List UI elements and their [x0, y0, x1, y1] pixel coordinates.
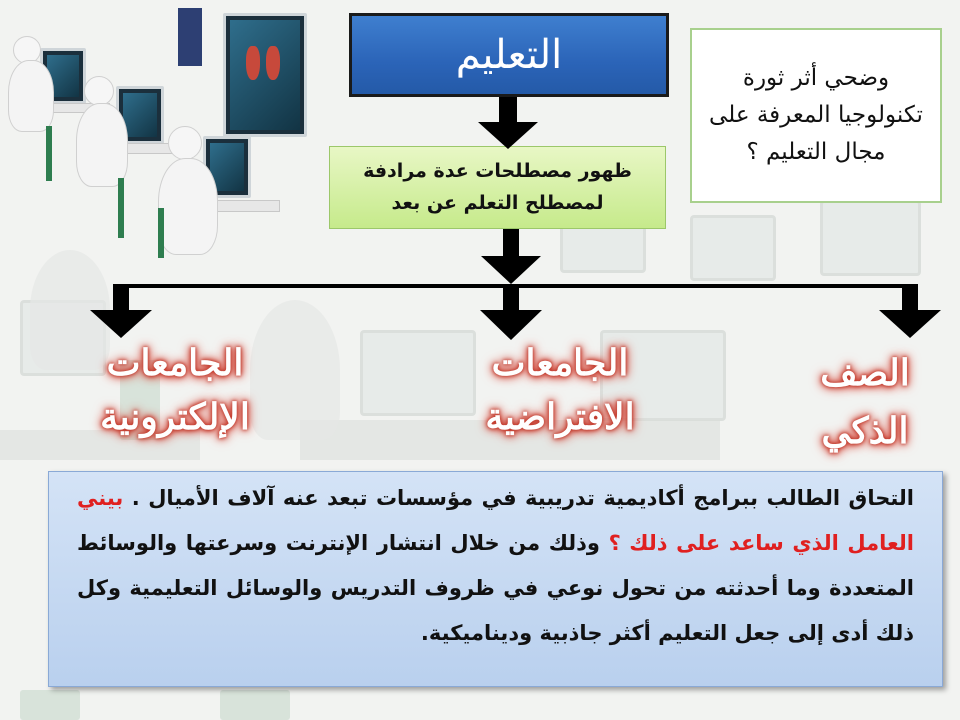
- down-arrow-icon: [478, 97, 538, 149]
- category-line: الجامعات: [491, 342, 629, 384]
- synonyms-text: ظهور مصطلحات عدة مرادفة لمصطلح التعلم عن بعد: [363, 160, 632, 214]
- category-electronic-universities: [60, 336, 290, 444]
- category-line: الذكي: [821, 409, 909, 452]
- category-virtual-universities: [440, 336, 680, 444]
- category-line: الافتراضية: [485, 396, 635, 438]
- explanation-paragraph: [77, 476, 914, 656]
- down-arrow-icon: [480, 284, 542, 340]
- question-text: وضحي أثر ثورة تكنولوجيا المعرفة على مجال التعليم ؟: [709, 65, 923, 165]
- down-arrow-icon: [481, 229, 541, 284]
- explanation-box: [48, 471, 943, 687]
- down-arrow-icon: [90, 284, 152, 338]
- paragraph-part-1: التحاق الطالب ببرامج أكاديمية تدريبية في مؤسسات تبعد عنه آلاف الأميال .: [131, 486, 915, 510]
- category-line: الجامعات: [106, 342, 244, 384]
- title-text: التعليم: [455, 32, 563, 78]
- category-line: الإلكترونية: [100, 396, 250, 438]
- paragraph-part-2: وذلك من خلال انتشار الإنترنت وسرعتها والوسائط المتعددة وما أحدثته من تحول نوعي في ظروف التدريس والوسائل التعليمية وكل ذلك أدى إلى جعل التعليم أكثر جاذبية وديناميكية.: [77, 531, 914, 645]
- down-arrow-icon: [879, 284, 941, 338]
- paragraph-highlight: بيني العامل الذي ساعد على ذلك ؟: [77, 486, 914, 555]
- category-line: الصف: [820, 352, 910, 394]
- category-smart-classroom: [790, 345, 940, 460]
